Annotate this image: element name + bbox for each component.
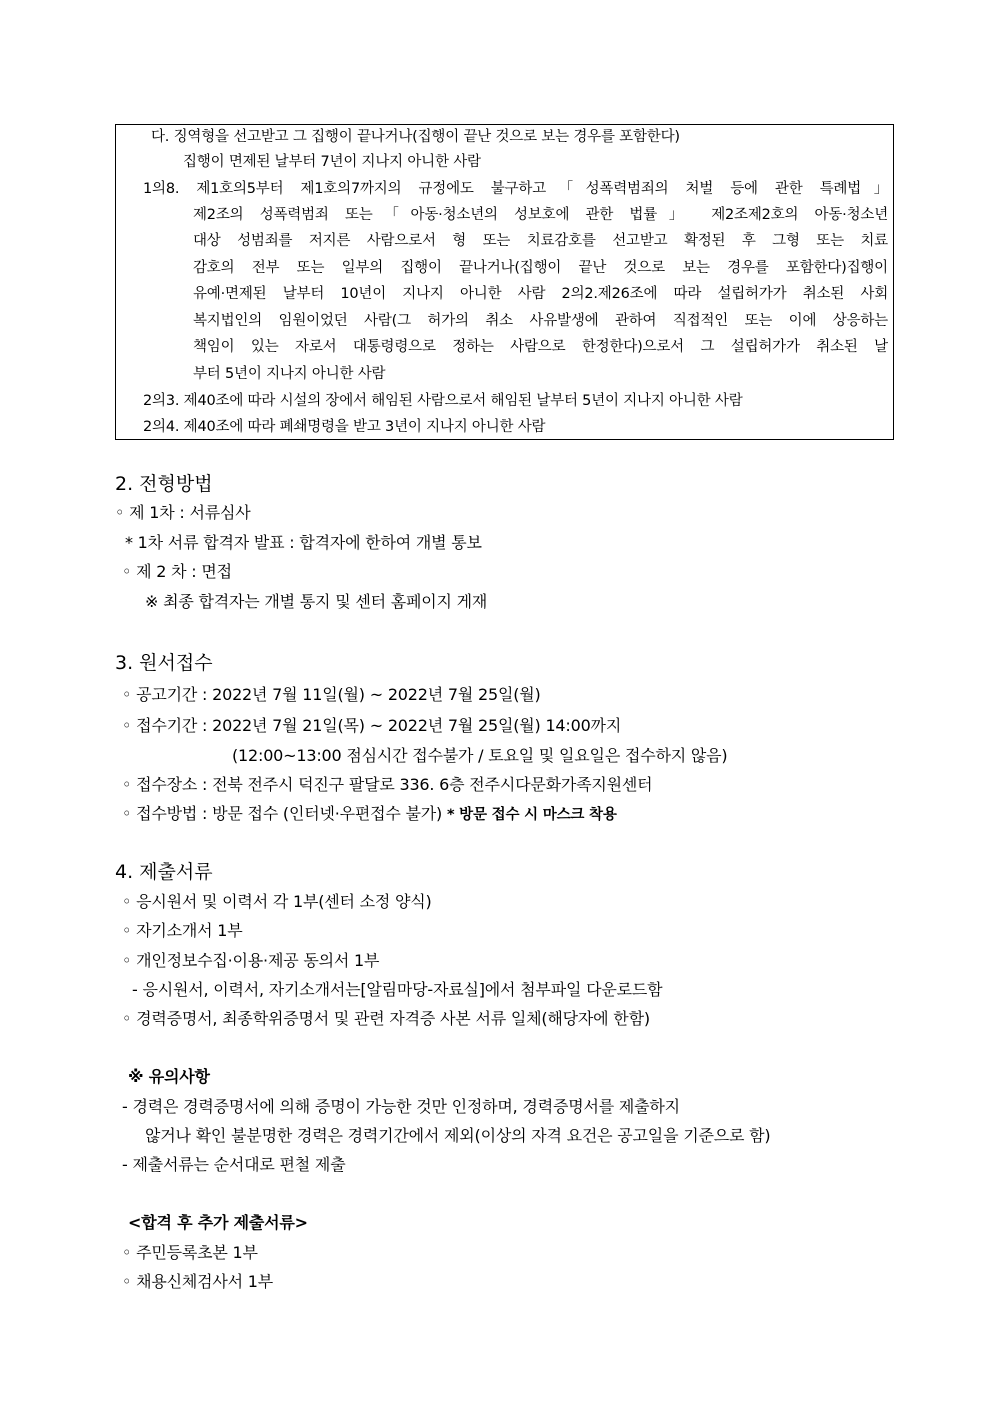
mask-notice: * 방문 접수 시 마스크 착용 xyxy=(446,807,617,823)
extra-title: <합격 후 추가 제출서류> xyxy=(128,1213,308,1232)
section3-period: ◦ 공고기간 : 2022년 7월 11일(월) ~ 2022년 7월 25일(월) xyxy=(122,685,541,704)
section3-method-line xyxy=(122,803,617,826)
notes-item-2: 않거나 확인 불분명한 경력은 경력기간에서 제외(이상의 자격 요건은 공고일을 기준으로 함) xyxy=(145,1126,771,1145)
box-line-8: 복지법인의 임원이었던 사람(그 허가의 취소 사유발생에 관하여 직접적인 또는 이에 상응하는 xyxy=(193,313,888,329)
section4-item-1: ◦ 응시원서 및 이력서 각 1부(센터 소정 양식) xyxy=(122,892,432,911)
extra-item-1: ◦ 주민등록초본 1부 xyxy=(122,1243,258,1262)
box-line-5: 대상 성범죄를 저지른 사람으로서 형 또는 치료감호를 선고받고 확정된 후 그형 또는 치료 xyxy=(193,233,888,249)
box-line-4: 제2조의 성폭력범죄 또는「아동·청소년의 성보호에 관한 법률」 제2조제2호의 아동·청소년 xyxy=(193,207,888,223)
section3-receipt: ◦ 접수기간 : 2022년 7월 21일(목) ~ 2022년 7월 25일(월) 14:00까지 xyxy=(122,716,622,735)
notes-title: ※ 유의사항 xyxy=(128,1067,210,1086)
box-line-2: 집행이 면제된 날부터 7년이 지나지 아니한 사람 xyxy=(183,154,481,170)
section3-place: ◦ 접수장소 : 전북 전주시 덕진구 팔달로 336. 6층 전주시다문화가족지원센터 xyxy=(122,775,653,794)
box-line-3: 1의8. 제1호의5부터 제1호의7까지의 규정에도 불구하고「성폭력범죄의 처벌 등에 관한 특례법」 xyxy=(143,181,888,197)
box-line-9: 책임이 있는 자로서 대통령령으로 정하는 사람으로 한정한다)으로서 그 설립허가가 취소된 날 xyxy=(193,339,888,355)
notes-item-1: - 경력은 경력증명서에 의해 증명이 가능한 것만 인정하며, 경력증명서를 제출하지 xyxy=(122,1097,680,1116)
section2-item-1: ◦ 제 1차 : 서류심사 xyxy=(115,503,251,522)
box-line-7: 유예·면제된 날부터 10년이 지나지 아니한 사람 2의2.제26조에 따라 설립허가가 취소된 사회 xyxy=(193,286,888,302)
box-line-12: 2의4. 제40조에 따라 폐쇄명령을 받고 3년이 지나지 아니한 사람 xyxy=(143,419,546,435)
box-line-1: 다. 징역형을 선고받고 그 집행이 끝나거나(집행이 끝난 것으로 보는 경우를 포함한다) xyxy=(151,129,680,145)
section3-title: 3. 원서접수 xyxy=(115,652,213,674)
section2-item-4: ※ 최종 합격자는 개별 통지 및 센터 홈페이지 게재 xyxy=(145,592,488,611)
box-line-6: 감호의 전부 또는 일부의 집행이 끝나거나(집행이 끝난 것으로 보는 경우를 포함한다)집행이 xyxy=(193,260,888,276)
extra-item-2: ◦ 채용신체검사서 1부 xyxy=(122,1272,274,1291)
section4-item-3: ◦ 개인정보수집·이용·제공 동의서 1부 xyxy=(122,951,380,970)
notes-item-3: - 제출서류는 순서대로 편철 제출 xyxy=(122,1155,346,1174)
box-line-10: 부터 5년이 지나지 아니한 사람 xyxy=(193,366,386,382)
section4-item-5: ◦ 경력증명서, 최종학위증명서 및 관련 자격증 사본 서류 일체(해당자에 한함) xyxy=(122,1009,650,1028)
section3-method: ◦ 접수방법 : 방문 접수 (인터넷·우편접수 불가) xyxy=(122,804,447,823)
section4-item-2: ◦ 자기소개서 1부 xyxy=(122,921,243,940)
section2-item-3: ◦ 제 2 차 : 면접 xyxy=(122,562,232,581)
section4-item-4: - 응시원서, 이력서, 자기소개서는[알림마당-자료실]에서 첨부파일 다운로드함 xyxy=(132,980,663,999)
section2-title: 2. 전형방법 xyxy=(115,473,213,495)
section2-item-2: * 1차 서류 합격자 발표 : 합격자에 한하여 개별 통보 xyxy=(125,533,482,552)
section3-receipt-note: (12:00~13:00 점심시간 접수불가 / 토요일 및 일요일은 접수하지 않음) xyxy=(232,746,728,765)
box-line-11: 2의3. 제40조에 따라 시설의 장에서 해임된 사람으로서 해임된 날부터 5년이 지나지 아니한 사람 xyxy=(143,393,743,409)
section4-title: 4. 제출서류 xyxy=(115,861,213,883)
